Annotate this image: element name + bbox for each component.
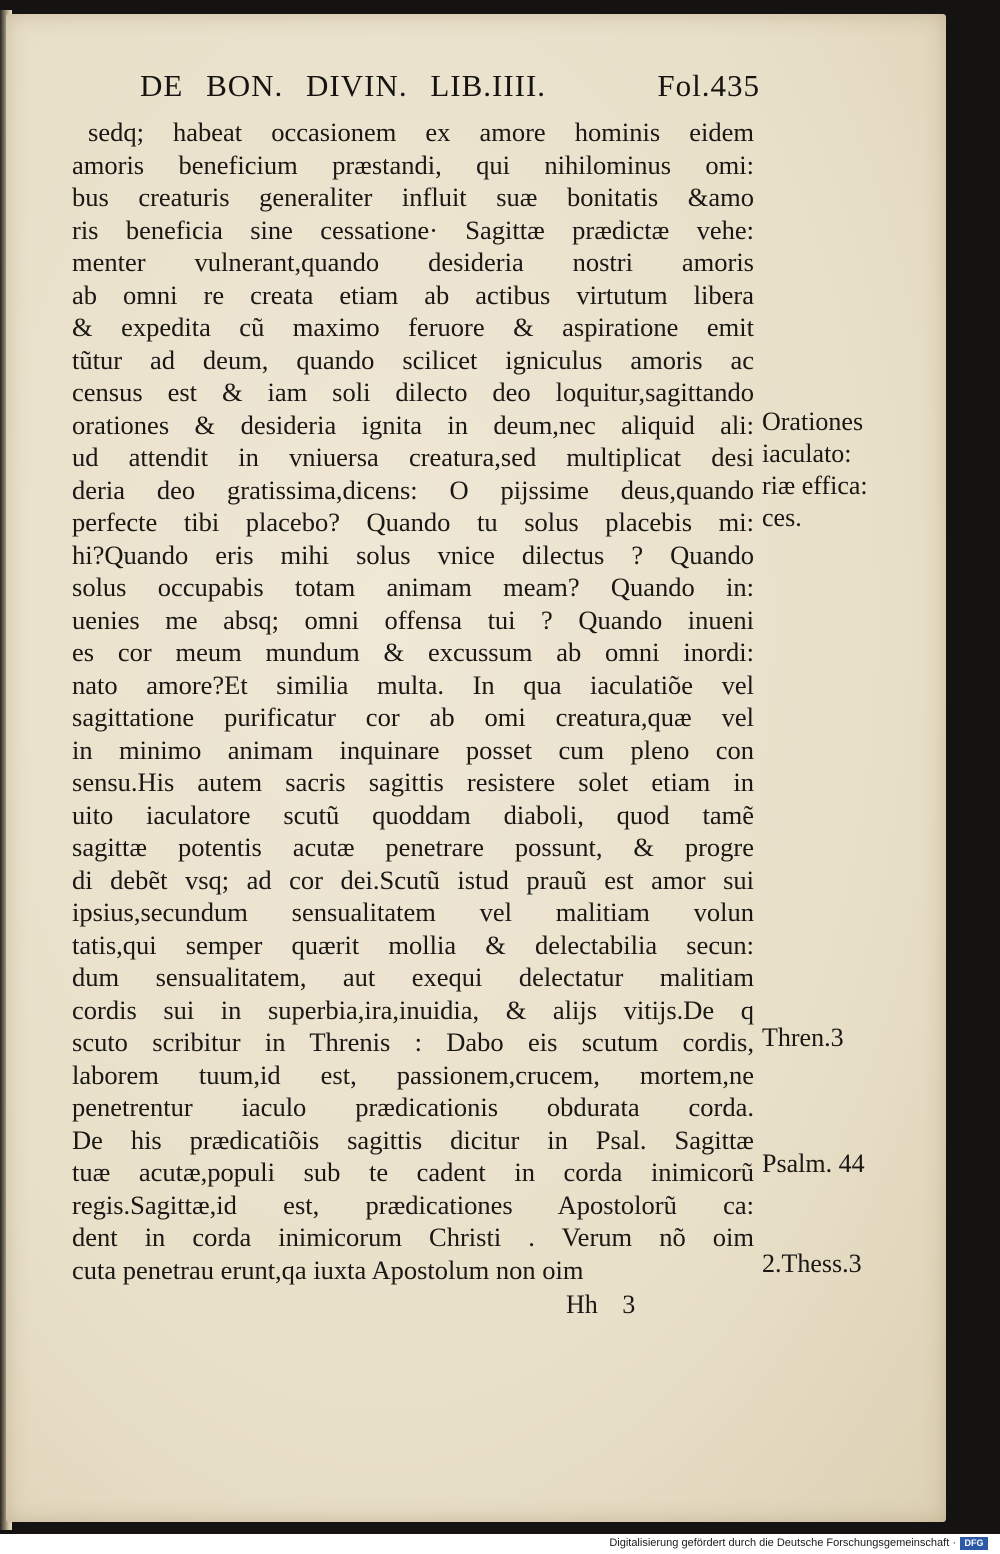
text-line: deria deo gratissima,dicens: O pijssime deus,quando (72, 474, 754, 505)
text-line: scuto scribitur in Threnis : Dabo eis scutum cordis, (72, 1027, 754, 1057)
text-line: ud attendit in vniuersa creatura,sed multiplicat desi (72, 442, 754, 472)
text-line: ris beneficia sine cessatione· Sagittæ prædictæ vehe: (72, 214, 754, 245)
marginal-note-line: iaculato: (762, 439, 852, 468)
text-line: cordis sui in superbia,ira,inuidia, & alijs vitijs.De q (72, 994, 754, 1025)
running-header (140, 68, 760, 114)
marginal-note-line: Orationes (762, 407, 864, 436)
text-line: tatis,qui semper quærit mollia & delectabilia secun: (72, 929, 754, 960)
text-line: cuta penetrau erunt,qa iuxta Apostolum non oim (72, 1254, 584, 1285)
text-line: ab omni re creata etiam ab actibus virtutum libera (72, 279, 754, 310)
signature-number: 3 (622, 1290, 636, 1319)
text-line: nato amore?Et similia multa. In qua iaculatiõe vel (72, 669, 754, 700)
text-line: sensu.His autem sacris sagittis resistere solet etiam in (72, 767, 754, 797)
text-line: sedq; habeat occasionem ex amore hominis eidem (88, 117, 754, 147)
marginal-note-orationes (762, 406, 868, 534)
marginal-note-threnorum: Thren.3 (762, 1023, 844, 1052)
text-line: dent in corda inimicorum Christi . Verum nõ oim (72, 1222, 754, 1252)
signature-mark (566, 1290, 635, 1320)
text-line: laborem tuum,id est, passionem,crucem, mortem,ne (72, 1059, 754, 1090)
text-line: di debẽt vsq; ad cor dei.Scutũ istud prauũ est amor sui (72, 864, 754, 895)
text-line: perfecte tibi placebo? Quando tu solus placebis mi: (72, 507, 754, 537)
text-line: penetrentur iaculo prædicationis obdurata corda. (72, 1092, 754, 1122)
text-line: solus occupabis totam animam meam? Quando in: (72, 572, 754, 602)
text-line: De his prædicatiõis sagittis dicitur in Psal. Sagittæ (72, 1124, 754, 1155)
text-line: hi?Quando eris mihi solus vnice dilectus ? Quando (72, 539, 754, 570)
dfg-logo-icon: DFG (960, 1537, 988, 1550)
text-line: sagittatione purificatur cor ab omi creatura,quæ vel (72, 702, 754, 732)
text-line: es cor meum mundum & excussum ab omni inordi: (72, 637, 754, 667)
marginal-note-line: riæ effica: (762, 471, 868, 500)
marginal-note-line: ces. (762, 503, 802, 532)
text-line: regis.Sagittæ,id est, prædicationes Apostolorũ ca: (72, 1189, 754, 1220)
marginal-note-psalm: Psalm. 44 (762, 1149, 865, 1178)
text-line: & expedita cũ maximo feruore & aspiratione emit (72, 312, 754, 342)
folio-number: Fol.435 (657, 68, 760, 103)
signature-letters: Hh (566, 1290, 598, 1319)
text-line: orationes & desideria ignita in deum,nec aliquid ali: (72, 409, 754, 440)
text-line: ipsius,secundum sensualitatem vel malitiam volun (72, 897, 754, 927)
text-line: census est & iam soli dilecto deo loquitur,sagittando (72, 377, 754, 407)
text-line: uito iaculatore scutũ quoddam diaboli, quod tamẽ (72, 799, 754, 830)
text-line: amoris beneficium præstandi, qui nihilominus omi: (72, 149, 754, 180)
text-line: in minimo animam inquinare posset cum pleno con (72, 734, 754, 765)
text-line: uenies me absq; omni offensa tui ? Quando inueni (72, 604, 754, 635)
funding-credit: Digitalisierung gefördert durch die Deutsche Forschungsgemeinschaft · (609, 1537, 956, 1549)
text-line: menter vulnerant,quando desideria nostri amoris (72, 247, 754, 277)
text-line: sagittæ potentis acutæ penetrare possunt, & progre (72, 832, 754, 862)
marginal-note-thessalonians: 2.Thess.3 (762, 1249, 862, 1278)
text-line: dum sensualitatem, aut exequi delectatur malitiam (72, 962, 754, 992)
main-text-block (72, 116, 754, 1286)
running-title: DE BON. DIVIN. LIB.IIII. (140, 68, 547, 103)
text-line: tuæ acutæ,populi sub te cadent in corda inimicorũ (72, 1157, 754, 1187)
text-line: bus creaturis generaliter influit suæ bonitatis &amo (72, 182, 754, 212)
footer-bar (0, 1534, 1000, 1554)
text-line: tũtur ad deum, quando scilicet igniculus amoris ac (72, 344, 754, 375)
